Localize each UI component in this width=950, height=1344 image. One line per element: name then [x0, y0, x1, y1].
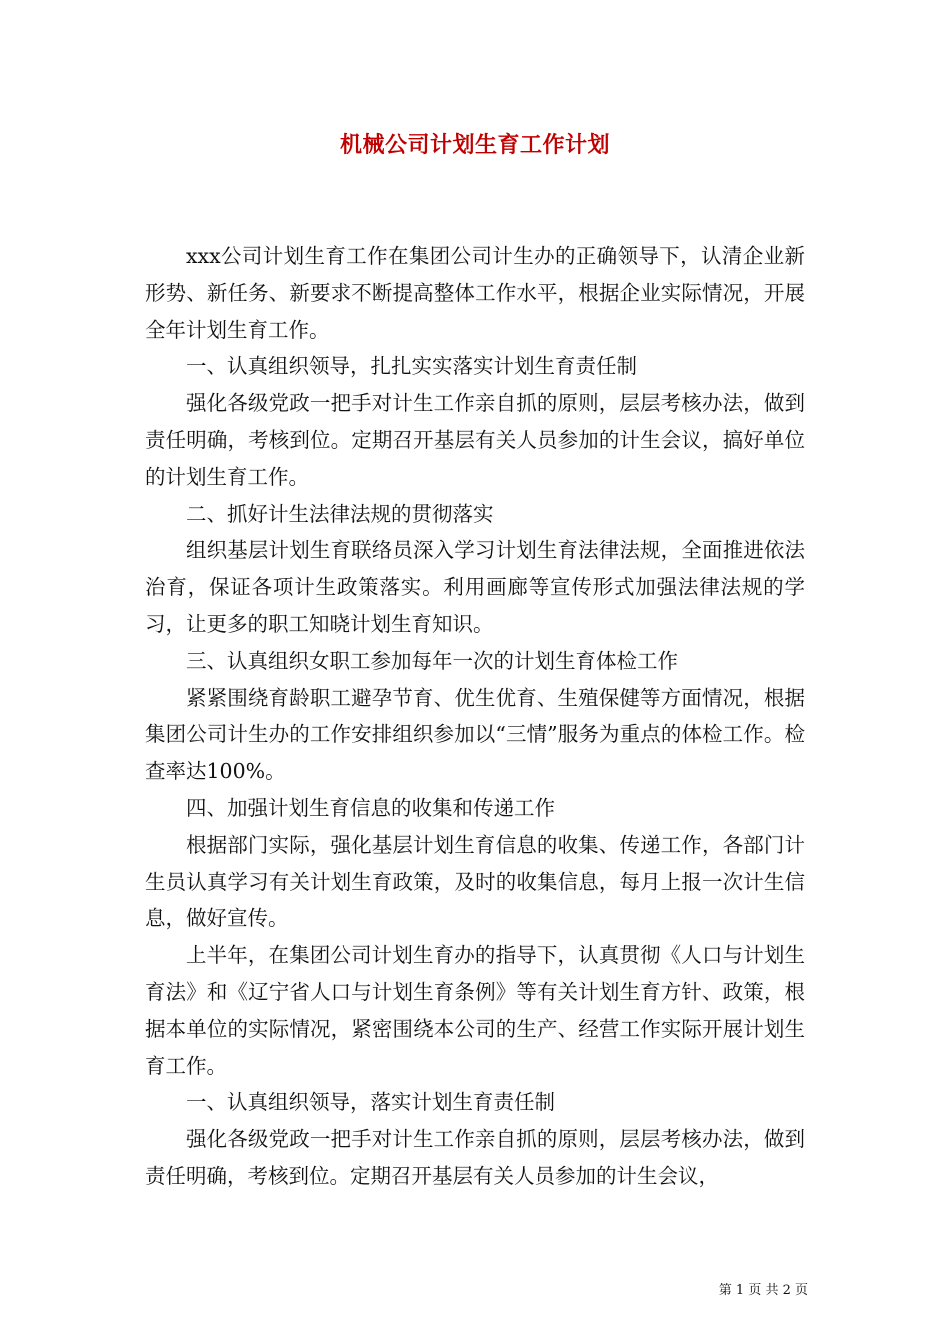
paragraph-2: 组织基层计划生育联络员深入学习计划生育法律法规，全面推进依法治育，保证各项计生政策落实。利用画廊等宣传形式加强法律法规的学习，让更多的职工知晓计划生育知识。 [145, 538, 805, 636]
paragraph-5: 强化各级党政一把手对计生工作亲自抓的原则，层层考核办法，做到责任明确，考核到位。定期召开基层有关人员参加的计生会议， [145, 1127, 805, 1188]
section-heading-5: 一、认真组织领导，落实计划生育责任制 [186, 1090, 555, 1115]
section-heading-1: 一、认真组织领导，扎扎实实落实计划生育责任制 [186, 354, 637, 379]
section-heading-4: 四、加强计划生育信息的收集和传递工作 [186, 795, 555, 820]
document-title: 机械公司计划生育工作计划 [339, 132, 610, 158]
paragraph-1: 强化各级党政一把手对计生工作亲自抓的原则，层层考核办法，做到责任明确，考核到位。定期召开基层有关人员参加的计生会议，搞好单位的计划生育工作。 [145, 391, 805, 489]
paragraph-half-year: 上半年，在集团公司计划生育办的指导下，认真贯彻《人口与计划生育法》和《辽宁省人口与计划生育条例》等有关计划生育方针、政策，根据本单位的实际情况，紧密围绕本公司的生产、经营工作实际开展计划生育工作。 [145, 943, 805, 1078]
paragraph-intro: xxx公司计划生育工作在集团公司计生办的正确领导下，认清企业新形势、新任务、新要求不断提高整体工作水平，根据企业实际情况，开展全年计划生育工作。 [145, 244, 805, 342]
paragraph-3: 紧紧围绕育龄职工避孕节育、优生优育、生殖保健等方面情况，根据集团公司计生办的工作安排组织参加以“三情”服务为重点的体检工作。检查率达100%。 [145, 685, 805, 784]
paragraph-4: 根据部门实际，强化基层计划生育信息的收集、传递工作，各部门计生员认真学习有关计划生育政策，及时的收集信息，每月上报一次计生信息，做好宣传。 [145, 832, 805, 931]
document-body [145, 238, 805, 1195]
section-heading-2: 二、抓好计生法律法规的贯彻落实 [186, 501, 494, 526]
section-heading-3: 三、认真组织女职工参加每年一次的计划生育体检工作 [186, 648, 678, 673]
page-footer: 第 1 页 共 2 页 [718, 1283, 808, 1298]
